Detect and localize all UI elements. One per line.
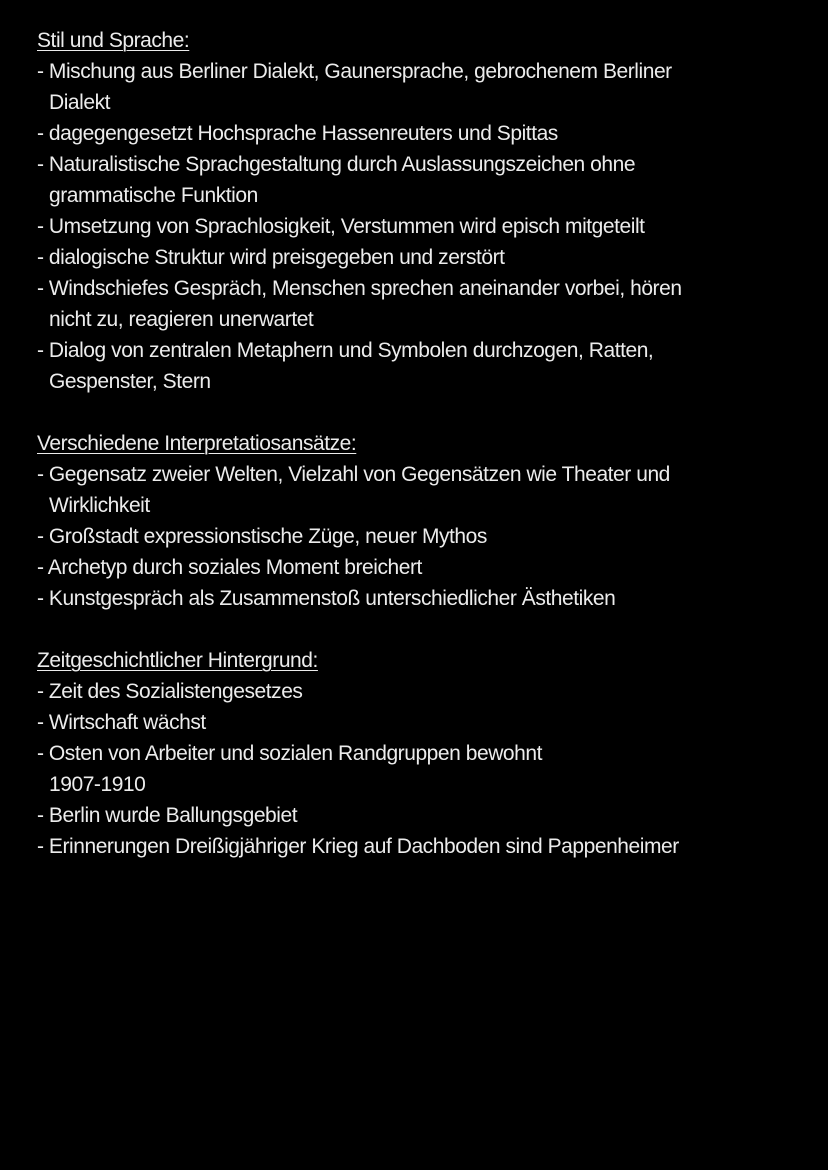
list-item-text: - Erinnerungen Dreißigjähriger Krieg auf Dachboden sind Pappenheimer — [37, 835, 679, 858]
list-item-text: - Naturalistische Sprachgestaltung durch Auslassungszeichen ohne — [37, 153, 636, 176]
section-gap — [37, 397, 817, 428]
list-item — [37, 242, 817, 273]
list-item-continuation: 1907-1910 — [49, 773, 146, 796]
list-item — [37, 831, 817, 862]
list-item-text: - dialogische Struktur wird preisgegeben und zerstört — [37, 246, 505, 269]
list-item — [37, 211, 817, 242]
document-page — [37, 25, 817, 862]
list-item — [37, 800, 817, 831]
list-item — [37, 583, 817, 614]
list-item-text: - Archetyp durch soziales Moment breichert — [37, 556, 422, 579]
list-item-text: - Mischung aus Berliner Dialekt, Gaunersprache, gebrochenem Berliner — [37, 60, 672, 83]
section-gap — [37, 614, 817, 645]
list-item-text: - Kunstgespräch als Zusammenstoß unterschiedlicher Ästhetiken — [37, 587, 616, 610]
list-item — [37, 118, 817, 149]
list-item — [37, 459, 817, 521]
list-item-text: - Gegensatz zweier Welten, Vielzahl von Gegensätzen wie Theater und — [37, 463, 670, 486]
list-item-text: - Dialog von zentralen Metaphern und Symbolen durchzogen, Ratten, — [37, 339, 654, 362]
list-item-continuation: grammatische Funktion — [49, 184, 258, 207]
list-item — [37, 273, 817, 335]
list-item-text: - Großstadt expressionstische Züge, neuer Mythos — [37, 525, 487, 548]
list-item — [37, 335, 817, 397]
list-item-continuation: Gespenster, Stern — [49, 370, 211, 393]
list-item — [37, 149, 817, 211]
list-item — [37, 521, 817, 552]
section — [37, 645, 817, 862]
list-item-text: - Zeit des Sozialistengesetzes — [37, 680, 303, 703]
list-item-text: - Umsetzung von Sprachlosigkeit, Verstummen wird episch mitgeteilt — [37, 215, 645, 238]
list-item-text: - dagegengesetzt Hochsprache Hassenreuters und Spittas — [37, 122, 558, 145]
list-item — [37, 552, 817, 583]
section — [37, 428, 817, 614]
list-item-continuation: Wirklichkeit — [49, 494, 150, 517]
list-item-continuation: Dialekt — [49, 91, 111, 114]
list-item-text: - Windschiefes Gespräch, Menschen sprechen aneinander vorbei, hören — [37, 277, 682, 300]
section-heading: Zeitgeschichtlicher Hintergrund: — [37, 649, 318, 672]
list-item-continuation: nicht zu, reagieren unerwartet — [49, 308, 314, 331]
section-heading: Stil und Sprache: — [37, 29, 190, 52]
list-item — [37, 707, 817, 738]
section — [37, 25, 817, 397]
section-heading: Verschiedene Interpretatiosansätze: — [37, 432, 357, 455]
list-item-text: - Osten von Arbeiter und sozialen Randgruppen bewohnt — [37, 742, 542, 765]
list-item — [37, 738, 817, 800]
list-item — [37, 676, 817, 707]
list-item-text: - Berlin wurde Ballungsgebiet — [37, 804, 298, 827]
list-item-text: - Wirtschaft wächst — [37, 711, 206, 734]
list-item — [37, 56, 817, 118]
